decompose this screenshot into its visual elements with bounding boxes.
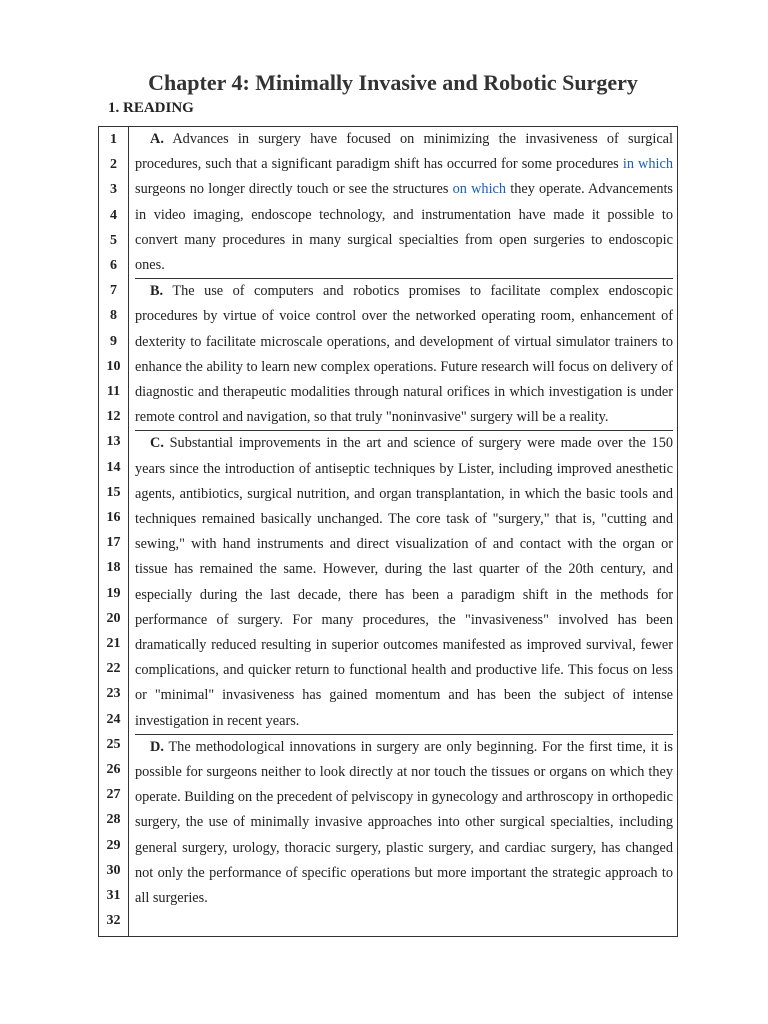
line-number: 10 — [106, 358, 121, 374]
line-number: 21 — [106, 636, 121, 651]
reading-table — [98, 126, 678, 937]
section-heading: 1. READING — [108, 100, 194, 116]
line-number: 13 — [106, 434, 121, 450]
paragraph-b — [135, 279, 673, 431]
paragraph-label: A. — [150, 131, 164, 147]
paragraph-d — [135, 735, 673, 911]
paragraph-label: D. — [150, 738, 164, 755]
paragraph-text: The use of computers and robotics promises to facilitate complex endoscopic procedures by virtue of voice control over the networked operating room, enhancement of dexterity to facilitate microscale operations, and development of virtual simulator trainers to enhance the ability to learn new complex operations. Future research will focus on delivery of diagnostic and therapeutic modalities through natural orifices in which investigation is under remote control and navigation, so that truly "noninvasive" surgery will be a reality. — [135, 283, 673, 426]
line-number: 18 — [106, 560, 121, 576]
line-number: 2 — [110, 157, 117, 173]
line-number: 1 — [110, 132, 117, 147]
line-number: 28 — [106, 812, 121, 828]
line-number: 9 — [110, 333, 117, 349]
line-number: 5 — [110, 232, 117, 248]
line-number: 4 — [110, 207, 117, 223]
line-number: 15 — [106, 484, 121, 500]
highlighted-phrase: on which — [452, 181, 507, 198]
line-number: 30 — [106, 862, 121, 878]
paragraph-a — [135, 127, 673, 279]
paragraph-label: B. — [150, 283, 164, 300]
highlighted-phrase: in which — [622, 156, 674, 173]
line-number: 26 — [106, 762, 121, 777]
paragraph-text: Advances in surgery have focused on minimizing the invasiveness of surgical procedures, such that a significant paradigm shift has occurred for some procedures — [135, 131, 673, 173]
paragraph-c — [135, 431, 673, 734]
line-number: 8 — [110, 308, 117, 324]
line-number: 25 — [106, 736, 121, 752]
line-number: 27 — [106, 787, 121, 803]
line-number: 11 — [106, 384, 121, 399]
line-number: 3 — [110, 182, 117, 198]
line-number: 17 — [106, 535, 121, 551]
paragraph-text: surgeons no longer directly touch or see the structures — [135, 181, 453, 198]
reading-text-column — [135, 127, 673, 911]
chapter-title: Chapter 4: Minimally Invasive and Robotic Surgery — [148, 70, 638, 95]
line-number: 16 — [106, 510, 121, 525]
line-number: 23 — [106, 686, 121, 702]
line-number: 12 — [106, 409, 121, 425]
paragraph-label: C. — [150, 435, 164, 452]
line-number: 29 — [106, 837, 121, 853]
line-number: 31 — [106, 888, 121, 903]
line-number-column — [99, 127, 129, 936]
line-number: 24 — [106, 711, 121, 727]
line-number: 6 — [110, 258, 117, 273]
line-number: 19 — [106, 585, 121, 601]
line-number: 7 — [110, 283, 117, 299]
line-number: 32 — [106, 913, 121, 929]
line-number: 20 — [106, 610, 121, 626]
line-number: 14 — [106, 459, 121, 475]
paragraph-text: The methodological innovations in surgery are only beginning. For the first time, it is possible for surgeons neither to look directly at nor touch the tissues or organs on which they operate. Building on the precedent of pelviscopy in gynecology and arthroscopy in orthopedic surgery, the use of minimally invasive approaches into other surgical specialties, including general surgery, urology, thoracic surgery, plastic surgery, and cardiac surgery, has changed not only the performance of specific operations but more important the strategic approach to all surgeries. — [135, 738, 673, 907]
paragraph-text: Substantial improvements in the art and science of surgery were made over the 150 years since the introduction of antiseptic techniques by Lister, including improved anesthetic agents, antibiotics, surgical nutrition, and organ transplantation, in which the basic tools and techniques remained basically unchanged. The core task of "surgery," that is, "cutting and sewing," with hand instruments and direct visualization of and contact with the organ or tissue has remained the same. However, during the last quarter of the 20th century, and especially during the last decade, there has been a paradigm shift in the methods for performance of surgery. For many procedures, the "invasiveness" involved has been dramatically reduced resulting in superior outcomes manifested as improved survival, fewer complications, and quicker return to functional health and productive life. This focus on less or "minimal" invasiveness has gained momentum and has been the subject of intense investigation in recent years. — [135, 435, 673, 729]
paragraph-text: they operate. Advancements in video imaging, endoscope technology, and instrumentation have made it possible to convert many procedures in many surgical specialties from open surgeries to endoscopic ones. — [135, 181, 674, 274]
line-number: 22 — [106, 661, 121, 677]
